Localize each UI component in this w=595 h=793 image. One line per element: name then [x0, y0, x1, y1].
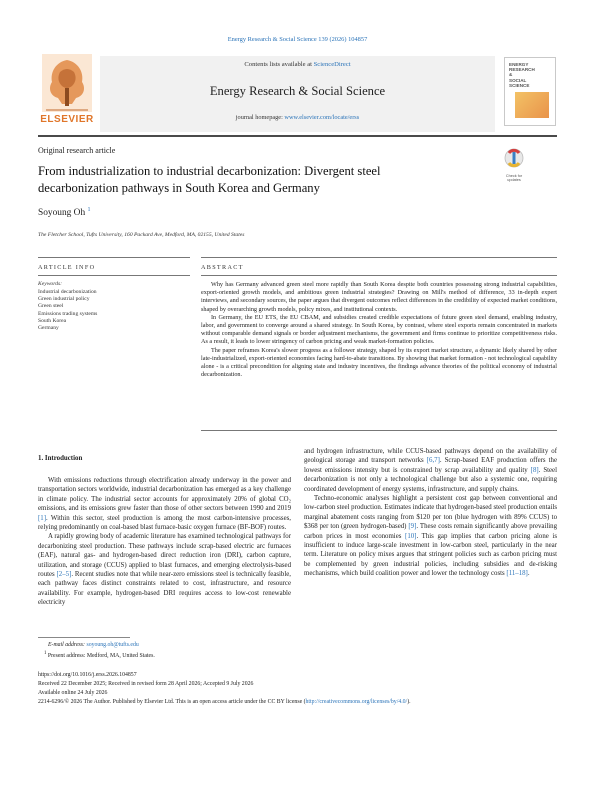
author-email-link[interactable]: soyoung.oh@tufts.edu — [86, 642, 139, 648]
homepage-prefix: journal homepage: — [235, 114, 285, 121]
available-online-date: Available online 24 July 2026 — [38, 690, 108, 696]
keyword-item: Emissions trading systems — [38, 310, 98, 317]
present-address-footnote — [44, 651, 155, 659]
body-paragraph — [304, 447, 557, 494]
citation-link[interactable]: [8] — [530, 466, 539, 474]
cover-word: SOCIAL — [509, 77, 527, 83]
author-name[interactable] — [38, 207, 90, 218]
article-info-top-rule — [38, 257, 190, 258]
journal-homepage-link[interactable]: www.elsevier.com/locate/erss — [284, 114, 360, 121]
citation-link[interactable]: [2–5] — [56, 571, 72, 579]
article-info-label: ARTICLE INFO — [38, 264, 96, 271]
body-text: and hydrogen infrastructure, while CCUS-based pathways depend on the availability of geological storage and transport networks — [304, 448, 557, 465]
citation-link[interactable]: [11–18] — [506, 570, 528, 578]
citation-link[interactable]: [1] — [38, 514, 46, 522]
article-title — [38, 163, 458, 197]
header-divider — [38, 135, 557, 137]
article-title-line: From industrialization to industrial decarbonization: Divergent steel — [38, 164, 381, 178]
doi-link[interactable]: https://doi.org/10.1016/j.erss.2026.104857 — [38, 672, 137, 678]
cover-word: SCIENCE — [509, 82, 530, 88]
received-dates: Received 22 December 2025; Received in revised form 28 April 2026; Accepted 9 July 2026 — [38, 681, 254, 687]
crossmark-label: updates — [507, 178, 521, 183]
keyword-item: Green steel — [38, 303, 64, 310]
author-name-text: Soyoung Oh — [38, 208, 86, 219]
license-link[interactable]: http://creativecommons.org/licenses/by/4.0/ — [305, 699, 408, 705]
author-affiliation: The Fletcher School, Tufts University, 160 Packard Ave, Medford, MA, 02155, United States — [38, 232, 245, 238]
journal-cover-image[interactable] — [504, 57, 556, 126]
article-title-line: decarbonization pathways in South Korea and Germany — [38, 181, 320, 195]
footnote-marker: 1 — [44, 651, 47, 656]
contents-prefix: Contents lists available at — [244, 61, 314, 68]
elsevier-wordmark: ELSEVIER — [40, 114, 94, 125]
body-text: With emissions reductions through electrification already underway in the power and transportation sectors worldwide, industrial decarbonization has emerged as a key challenge in climate policy. The industrial sector accounts for approximately 20% of global CO₂ emissions, and its emissions grew faster than those of other sectors between 1990 and 2019 — [38, 477, 291, 513]
body-text: . Within this sector, steel production is among the most carbon-intensive processes, relying predominantly on coal-based blast furnace-basic oxygen furnace (BF-BOF) routes. — [38, 514, 291, 532]
abstract-paragraph: The paper reframes Korea's slower progress as a follower strategy, shaped by its export market structure, a dynamic likely shared by other late-industrialized, export-oriented economies facing hard-to-abate transitions. By showing that market formation - not technological capability alone - is a critical precondition for aligning state and industry incentives, the findings advance theories of the political economy of industrial decarbonization. — [201, 346, 557, 379]
abstract-top-rule — [201, 257, 557, 258]
journal-name: Energy Research & Social Science — [209, 84, 386, 98]
body-text: Techno-economic analyses highlight a persistent cost gap between conventional and low-carbon steel production. Estimates indicate that hydrogen-based steel production entails marginal abatement costs ranging from $120 per ton (blue hydrogen with 89% CCUS) to $368 per ton (green hydrogen-based) — [304, 495, 557, 531]
section-heading-introduction: 1. Introduction — [38, 455, 83, 462]
check-for-updates-badge[interactable] — [500, 147, 528, 183]
contents-line — [100, 61, 495, 68]
sciencedirect-link[interactable]: ScienceDirect — [313, 61, 351, 68]
email-label: E-mail address: — [48, 642, 87, 648]
body-text: . Recent studies note that while near-zero emissions steel is technically feasible, each pathway faces distinct constraints related to cost, infrastructure, and resource availability. For example, hydrogen-based DRI requires access to low-cost renewable electricity — [38, 571, 291, 607]
abstract-paragraph: Why has Germany advanced green steel more rapidly than South Korea despite both countries possessing strong industrial capabilities, export-oriented growth models, and ambitious green industrial strategies? Drawing on Mill's method of difference, 33 in-depth expert interviews, and secondary sources, the paper argues that divergent outcomes reflect differences in the credibility of expected market conditions, shaped by overarching growth models, policy mixes, and institutional contexts. — [201, 281, 557, 313]
body-text: . These costs remain significantly above prevailing carbon prices in most economies — [304, 523, 557, 540]
keywords-list — [38, 289, 97, 332]
body-text: . Scrap-based EAF production offers the lowest emissions intensity but is constrained by scrap availability and quality — [304, 457, 557, 474]
body-text: . Steel decarbonization is not only a technological challenge but also a systemic one, requiring coordinated development of energy systems, infrastructure, and supply chains. — [304, 466, 557, 493]
cover-graphic — [515, 92, 549, 118]
journal-reference-link[interactable]: Energy Research & Social Science 139 (2026) 104857 — [227, 36, 368, 43]
abstract-body — [201, 281, 557, 379]
present-address-text: Present address: Medford, MA, United States. — [47, 652, 155, 659]
body-paragraph — [38, 476, 291, 532]
crossmark-icon — [500, 147, 528, 169]
keyword-item: Green industrial policy — [38, 296, 90, 303]
elsevier-logo — [38, 52, 96, 132]
cover-word: RESEARCH — [509, 67, 535, 73]
email-footnote — [48, 642, 139, 648]
citation-link[interactable]: [10] — [405, 532, 417, 540]
author-footnote-marker[interactable]: 1 — [87, 207, 91, 213]
body-text: A rapidly growing body of academic literature has examined technological pathways for decarbonizing steel production. These pathways include scrap-based electric arc furnaces (EAF), natural gas- and hydrogen-based direct reduction iron (DRI), carbon capture, utilization, and storage (CCUS) applied to blast furnaces, and emerging electrolysis-based routes — [38, 533, 291, 579]
right-column — [304, 447, 557, 579]
abstract-label: ABSTRACT — [201, 264, 244, 271]
keyword-item: Germany — [38, 325, 59, 332]
keyword-item: South Korea — [38, 317, 67, 324]
license-text-end: ). — [407, 699, 411, 705]
footnote-rule — [38, 637, 130, 638]
left-column — [38, 476, 291, 608]
citation-link[interactable]: [9] — [408, 523, 417, 531]
journal-homepage-line — [100, 114, 495, 121]
body-text: . — [527, 570, 530, 578]
citation-link[interactable]: [6,7] — [426, 457, 440, 465]
crossmark-label: Check for — [505, 174, 523, 178]
keywords-label: Keywords: — [38, 281, 63, 287]
article-type: Original research article — [38, 146, 116, 155]
license-statement — [38, 699, 411, 705]
abstract-paragraph: In Germany, the EU ETS, the EU CBAM, and subsidies created credible expectations of future green steel demand, enabling industry, labor, and government to converge around a shared strategy. In South Korea, by contrast, where steel exports remain concentrated in markets without comparable demand signals or border adjustment mechanisms, the government and firms continue to prioritize competitiveness risks. As a result, it leads to lower stringency of carbon pricing and weak market-formation policies. — [201, 313, 557, 346]
cover-word: ENERGY — [509, 62, 529, 67]
cover-word: & — [509, 72, 513, 78]
body-paragraph — [38, 532, 291, 607]
license-text: 2214-6296/© 2026 The Author. Published by Elsevier Ltd. This is an open access article under the CC BY license ( — [38, 699, 306, 705]
keyword-item: Industrial decarbonization — [38, 289, 97, 295]
body-paragraph — [304, 494, 557, 579]
body-text: . This gap implies that carbon pricing alone is insufficient to induce large-scale investment in low-carbon steel, particularly in the near term. Literature on policy mixes argues that stringent policies such as carbon pricing must be complemented by green industrial policies, including subsidies and de-risking mechanisms, which build coalition power and lower the technology costs — [304, 532, 557, 578]
